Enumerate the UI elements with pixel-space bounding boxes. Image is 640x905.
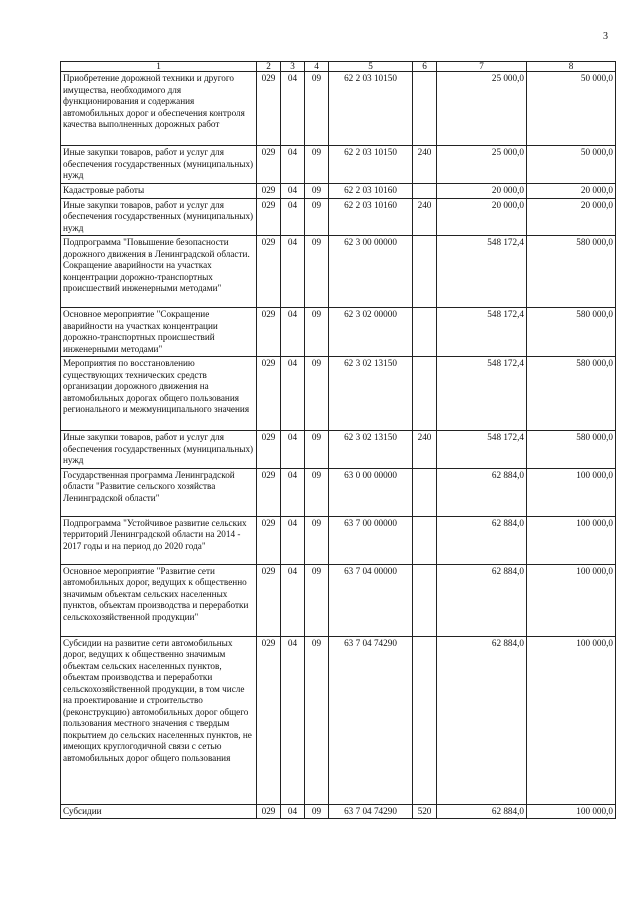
cell-col5: 63 7 04 74290	[329, 804, 413, 819]
cell-col4: 09	[305, 804, 329, 819]
cell-col4: 09	[305, 198, 329, 236]
cell-col2: 029	[257, 431, 281, 469]
cell-col3: 04	[281, 468, 305, 516]
cell-col3: 04	[281, 308, 305, 357]
cell-col6: 240	[413, 146, 437, 184]
cell-col2: 029	[257, 308, 281, 357]
cell-col7: 62 884,0	[437, 468, 527, 516]
cell-col8: 580 000,0	[527, 357, 616, 431]
cell-col7: 548 172,4	[437, 357, 527, 431]
cell-col7: 62 884,0	[437, 516, 527, 564]
cell-col8: 580 000,0	[527, 308, 616, 357]
cell-col5: 62 2 03 10150	[329, 146, 413, 184]
cell-col7: 20 000,0	[437, 184, 527, 199]
cell-col3: 04	[281, 198, 305, 236]
column-header-3: 3	[281, 62, 305, 72]
table-row	[61, 236, 616, 308]
cell-col6	[413, 564, 437, 636]
cell-col2: 029	[257, 72, 281, 146]
cell-col2: 029	[257, 468, 281, 516]
table-row	[61, 516, 616, 564]
column-header-6: 6	[413, 62, 437, 72]
row-name: Кадастровые работы	[61, 184, 257, 199]
cell-col6: 240	[413, 431, 437, 469]
cell-col2: 029	[257, 564, 281, 636]
row-name: Приобретение дорожной техники и другого имущества, необходимого для функционирования и содержания автомобильных дорог и обеспечения контроля качества выполненных дорожных работ	[61, 72, 257, 146]
column-header-4: 4	[305, 62, 329, 72]
page-number: 3	[603, 31, 608, 42]
cell-col8: 100 000,0	[527, 516, 616, 564]
table-row	[61, 308, 616, 357]
cell-col2: 029	[257, 516, 281, 564]
cell-col7: 62 884,0	[437, 804, 527, 819]
cell-col8: 580 000,0	[527, 431, 616, 469]
cell-col7: 548 172,4	[437, 308, 527, 357]
cell-col8: 50 000,0	[527, 72, 616, 146]
cell-col2: 029	[257, 184, 281, 199]
cell-col8: 100 000,0	[527, 636, 616, 804]
cell-col3: 04	[281, 357, 305, 431]
cell-col3: 04	[281, 516, 305, 564]
row-name: Мероприятия по восстановлению существующих технических средств организации дорожного движения на автомобильных дорогах общего пользования регионального и межмуниципального значения	[61, 357, 257, 431]
cell-col2: 029	[257, 198, 281, 236]
cell-col4: 09	[305, 236, 329, 308]
cell-col4: 09	[305, 431, 329, 469]
budget-table	[60, 61, 616, 819]
cell-col3: 04	[281, 146, 305, 184]
cell-col3: 04	[281, 236, 305, 308]
cell-col6: 240	[413, 198, 437, 236]
cell-col3: 04	[281, 636, 305, 804]
cell-col4: 09	[305, 72, 329, 146]
cell-col6: 520	[413, 804, 437, 819]
row-name: Подпрограмма "Повышение безопасности дорожного движения в Ленинградской области. Сокращение аварийности на участках концентрации дорожно-транспортных происшествий инженерными методами"	[61, 236, 257, 308]
cell-col4: 09	[305, 308, 329, 357]
cell-col6	[413, 184, 437, 199]
row-name: Основное мероприятие "Развитие сети автомобильных дорог, ведущих к общественно значимым объектам сельских населенных пунктов, объектам производства и переработки сельскохозяйственной продукции"	[61, 564, 257, 636]
row-name: Подпрограмма "Устойчивое развитие сельских территорий Ленинградской области на 2014 - 2017 годы и на период до 2020 года"	[61, 516, 257, 564]
cell-col6	[413, 636, 437, 804]
table-header-row	[61, 62, 616, 72]
cell-col2: 029	[257, 804, 281, 819]
row-name: Иные закупки товаров, работ и услуг для обеспечения государственных (муниципальных) нужд	[61, 146, 257, 184]
cell-col2: 029	[257, 236, 281, 308]
cell-col8: 100 000,0	[527, 468, 616, 516]
cell-col4: 09	[305, 636, 329, 804]
cell-col8: 100 000,0	[527, 804, 616, 819]
table-row	[61, 636, 616, 804]
cell-col2: 029	[257, 146, 281, 184]
table-row	[61, 804, 616, 819]
cell-col3: 04	[281, 564, 305, 636]
table-row	[61, 431, 616, 469]
table-row	[61, 564, 616, 636]
cell-col4: 09	[305, 516, 329, 564]
cell-col5: 63 7 04 74290	[329, 636, 413, 804]
cell-col7: 62 884,0	[437, 564, 527, 636]
row-name: Субсидии на развитие сети автомобильных дорог, ведущих к общественно значимым объектам сельских населенных пунктов, объектам производства и переработки сельскохозяйственной продукции, в том числе на проектирование и строительство (реконструкцию) автомобильных дорог общего пользования местного значения с твердым покрытием до сельских населенных пунктов, не имеющих круглогодичной связи с сетью автомобильных дорог общего пользования	[61, 636, 257, 804]
cell-col3: 04	[281, 184, 305, 199]
cell-col6	[413, 308, 437, 357]
table-row	[61, 146, 616, 184]
column-header-2: 2	[257, 62, 281, 72]
cell-col5: 63 7 00 00000	[329, 516, 413, 564]
row-name: Иные закупки товаров, работ и услуг для обеспечения государственных (муниципальных) нужд	[61, 198, 257, 236]
cell-col7: 548 172,4	[437, 431, 527, 469]
cell-col5: 62 3 02 00000	[329, 308, 413, 357]
cell-col8: 580 000,0	[527, 236, 616, 308]
table-row	[61, 357, 616, 431]
cell-col6	[413, 236, 437, 308]
row-name: Основное мероприятие "Сокращение аварийности на участках концентрации дорожно-транспортных происшествий инженерными методами"	[61, 308, 257, 357]
row-name: Государственная программа Ленинградской области "Развитие сельского хозяйства Ленинградской области"	[61, 468, 257, 516]
cell-col7: 62 884,0	[437, 636, 527, 804]
cell-col5: 62 3 02 13150	[329, 431, 413, 469]
column-header-1: 1	[61, 62, 257, 72]
cell-col5: 63 0 00 00000	[329, 468, 413, 516]
table-row	[61, 184, 616, 199]
cell-col4: 09	[305, 468, 329, 516]
cell-col8: 100 000,0	[527, 564, 616, 636]
column-header-5: 5	[329, 62, 413, 72]
cell-col5: 62 3 00 00000	[329, 236, 413, 308]
cell-col8: 20 000,0	[527, 198, 616, 236]
cell-col7: 548 172,4	[437, 236, 527, 308]
table-row	[61, 198, 616, 236]
table-row	[61, 72, 616, 146]
cell-col4: 09	[305, 184, 329, 199]
column-header-8: 8	[527, 62, 616, 72]
cell-col3: 04	[281, 431, 305, 469]
cell-col8: 20 000,0	[527, 184, 616, 199]
cell-col7: 25 000,0	[437, 72, 527, 146]
cell-col6	[413, 72, 437, 146]
cell-col6	[413, 357, 437, 431]
cell-col3: 04	[281, 72, 305, 146]
cell-col4: 09	[305, 564, 329, 636]
cell-col8: 50 000,0	[527, 146, 616, 184]
cell-col7: 25 000,0	[437, 146, 527, 184]
cell-col5: 63 7 04 00000	[329, 564, 413, 636]
cell-col5: 62 2 03 10160	[329, 198, 413, 236]
cell-col6	[413, 468, 437, 516]
cell-col5: 62 2 03 10150	[329, 72, 413, 146]
cell-col4: 09	[305, 357, 329, 431]
cell-col3: 04	[281, 804, 305, 819]
row-name: Субсидии	[61, 804, 257, 819]
row-name: Иные закупки товаров, работ и услуг для обеспечения государственных (муниципальных) нужд	[61, 431, 257, 469]
cell-col7: 20 000,0	[437, 198, 527, 236]
cell-col6	[413, 516, 437, 564]
cell-col2: 029	[257, 636, 281, 804]
cell-col4: 09	[305, 146, 329, 184]
cell-col5: 62 2 03 10160	[329, 184, 413, 199]
table-row	[61, 468, 616, 516]
column-header-7: 7	[437, 62, 527, 72]
cell-col2: 029	[257, 357, 281, 431]
cell-col5: 62 3 02 13150	[329, 357, 413, 431]
